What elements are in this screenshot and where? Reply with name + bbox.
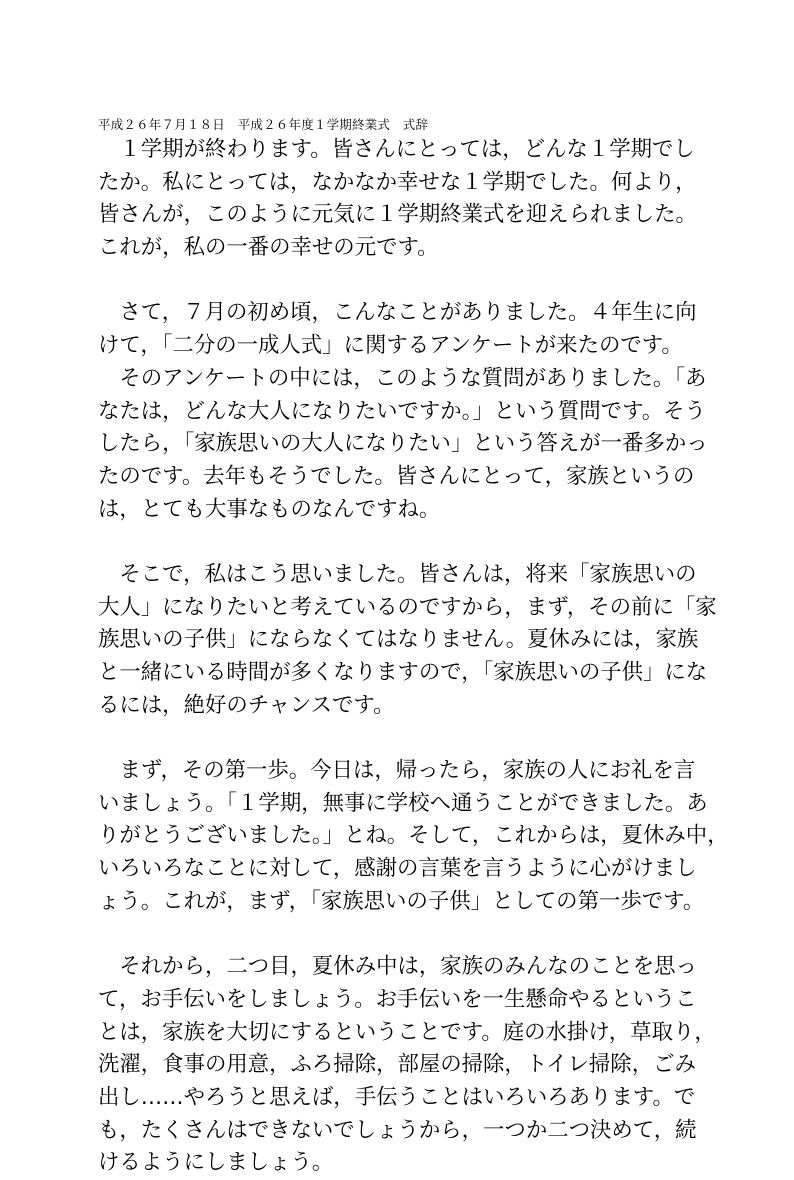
document-header: 平成２６年７月１８日 平成２６年度１学期終業式 式辞	[98, 117, 429, 132]
paragraph-gap	[98, 919, 718, 952]
text-line: りがとうございました。」とね。そして，これからは，夏休み中，	[98, 823, 729, 849]
text-line: そのアンケートの中には，このような質問がありました。「あ	[98, 365, 707, 391]
text-line: も，たくさんはできないでしょうから，一つか二つ決めて，続	[98, 1117, 697, 1143]
paragraph-gap	[98, 526, 718, 559]
text-line: まず，その第一歩。今日は，帰ったら，家族の人にお礼を言	[98, 758, 696, 784]
text-line: さて，７月の初め頃，こんなことがありました。４年生に向	[98, 300, 697, 326]
text-line: １学期が終わります。皆さんにとっては，どんな１学期でし	[98, 137, 695, 162]
paragraph-gap	[98, 722, 718, 755]
paragraph-1	[98, 134, 718, 265]
text-line: これが，私の一番の幸せの元です。	[98, 235, 439, 261]
text-line: と一緒にいる時間が多くなりますので，「家族思いの子供」にな	[98, 660, 708, 685]
text-line: いましょう。「１学期，無事に学校へ通うことができました。あ	[98, 790, 708, 816]
text-line: たか。私にとっては，なかなか幸せな１学期でした。何より，	[98, 169, 697, 195]
paragraph-2	[98, 297, 718, 526]
text-line: 出し……やろうと思えば，手伝うことはいろいろあります。で	[98, 1084, 696, 1110]
paragraph-gap	[98, 265, 718, 298]
text-line: ょう。これが，まず，「家族思いの子供」としての第一歩です。	[98, 888, 705, 914]
paragraph-3	[98, 559, 718, 722]
text-line: したら，「家族思いの大人になりたい」という答えが一番多かっ	[98, 431, 708, 457]
text-line: 皆さんが，このように元気に１学期終業式を迎えられました。	[98, 202, 697, 228]
text-line: 洗濯，食事の用意，ふろ掃除，部屋の掃除，トイレ掃除，ごみ	[98, 1052, 696, 1078]
paragraph-5	[98, 951, 718, 1180]
text-line: 大人」になりたいと考えているのですから，まず，その前に「家	[98, 594, 717, 620]
text-line: けて，「二分の一成人式」に関するアンケートが来たのです。	[98, 333, 683, 359]
text-line: なたは，どんな大人になりたいですか。」という質問です。そう	[98, 398, 706, 424]
speech-body	[98, 134, 729, 1180]
text-line: は，とても大事なものなんですね。	[98, 496, 441, 522]
text-line: たのです。去年もそうでした。皆さんにとって，家族というの	[98, 463, 695, 489]
text-line: とは，家族を大切にするということです。庭の水掛け，草取り，	[98, 1019, 716, 1045]
text-line: そこで，私はこう思いました。皆さんは，将来「家族思いの	[98, 561, 697, 587]
text-line: いろいろなことに対して，感謝の言葉を言うように心がけまし	[98, 856, 697, 882]
text-line: るには，絶好のチャンスです。	[98, 692, 395, 718]
text-line: て，お手伝いをしましょう。お手伝いを一生懸命やるというこ	[98, 986, 697, 1012]
text-line: 族思いの子供」にならなくてはなりません。夏休みには，家族	[98, 627, 699, 653]
paragraph-4	[98, 755, 729, 918]
text-line: それから，二つ目，夏休み中は，家族のみんなのことを思っ	[98, 954, 697, 980]
text-line: けるようにしましょう。	[98, 1150, 334, 1176]
